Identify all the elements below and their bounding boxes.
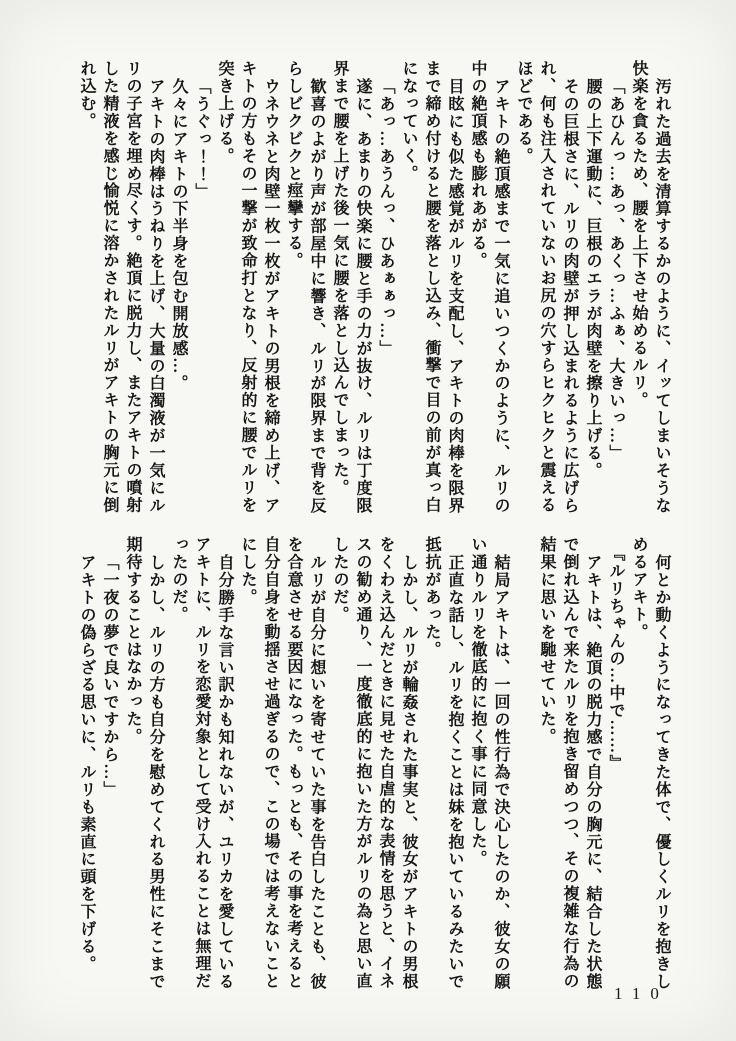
paragraph: 久々にアキトの下半身を包む開放感…。 <box>170 77 187 392</box>
paragraph: 「うぐっ！！」 <box>193 77 210 200</box>
paragraph: 自分勝手な言い訳かも知れないが、ユリカを愛しているアキトに、ルリを恋愛対象として受け入れることは無理だったのだ。 <box>170 536 233 990</box>
paragraph: 結局アキトは、一回の性行為で決心したのか、彼女の願い通りルリを徹底的に抱く事に同意した。 <box>469 536 509 990</box>
paragraph: 正直な話し、ルリを抱くことは妹を抱いているみたいで抵抗があった。 <box>423 536 463 990</box>
paragraph: しかし、ルリの方も自分を慰めてくれる男性にそこまで期待することはなかった。 <box>124 536 164 990</box>
paragraph: しかし、ルリが輪姦された事実と、彼女がアキトの男根をくわえ込んだときに見せた自虐的な表情を思うと、イネスの勧め通り、一度徹底的に抱いた方がルリの為と思い直したのだ。 <box>331 536 417 990</box>
paragraph: 「一夜の夢で良いですから…」 <box>101 553 118 798</box>
paragraph: 汚れた過去を清算するかのように、イッてしまいそうな快楽を貪るため、腰を上下させ始めるルリ。 <box>630 60 670 514</box>
paragraph: 歓喜のよがり声が部屋中に響き、ルリが限界まで背を反らしビクビクと痙攣する。 <box>285 60 325 514</box>
paragraph: アキトの絶頂感まで一気に追いつくかのように、ルリの中の絶頂感も膨れあがる。 <box>469 60 509 514</box>
page-number: 110 <box>614 984 669 1003</box>
text-block-top <box>73 60 673 516</box>
paragraph: アキトの肉棒はうねりを上げ、大量の白濁液が一気にルリの子宮を埋め尽くす。絶頂に脱力し、またアキトの噴射した精液を感じ愉悦に溶かされたルリがアキトの胸元に倒れ込む。 <box>78 60 164 514</box>
paragraph: ルリが自分に想いを寄せていた事を告白したことも、彼を合意させる要因になった。もっとも、その事を考えると自分自身を動揺させ過ぎるので、この場では考えないことにした。 <box>239 536 325 990</box>
paragraph: 「あひんっ…あっ、あくっ…ふぁ、大きいっ…」 <box>607 77 624 462</box>
paragraph: 何とか動くようになってきた体で、優しくルリを抱きしめるアキト。 <box>630 536 670 990</box>
paragraph: 腰の上下運動に、巨根のエラが肉壁を擦り上げる。 <box>584 77 601 479</box>
paragraph: ウネウネと肉壁一枚一枚がアキトの男根を締め上げ、アキトの方もその一撃が致命打となり、反射的に腰でルリを突き上げる。 <box>216 60 279 514</box>
paragraph: 「あっ…あうんっ、ひあぁぁっ…」 <box>377 77 394 357</box>
paragraph: その巨根さに、ルリの肉壁が押し込まれるように広げられ、何も注入されていないお尻の穴すらヒクヒクと震えるほどである。 <box>515 60 578 514</box>
paragraph: 遂に、あまりの快楽に腰と手の力が抜け、ルリは丁度限界まで腰を上げた後一気に腰を落とし込んでしまった。 <box>331 60 371 514</box>
paragraph: アキトは、絶頂の脱力感で自分の胸元に、結合した状態で倒れ込んで来たルリを抱き留めつつ、その複雑な行為の結果に思いを馳せていた。 <box>538 536 601 990</box>
paragraph: 『ルリちゃんの…中で……』 <box>607 545 624 772</box>
text-block-bottom <box>73 536 673 996</box>
paragraph: 目眩にも似た感覚がルリを支配し、アキトの肉棒を限界まで締め付けると腰を落とし込み、衝撃で目の前が真っ白になっていく。 <box>400 60 463 514</box>
paragraph: アキトの偽らざる思いに、ルリも素直に頭を下げる。 <box>78 553 95 973</box>
